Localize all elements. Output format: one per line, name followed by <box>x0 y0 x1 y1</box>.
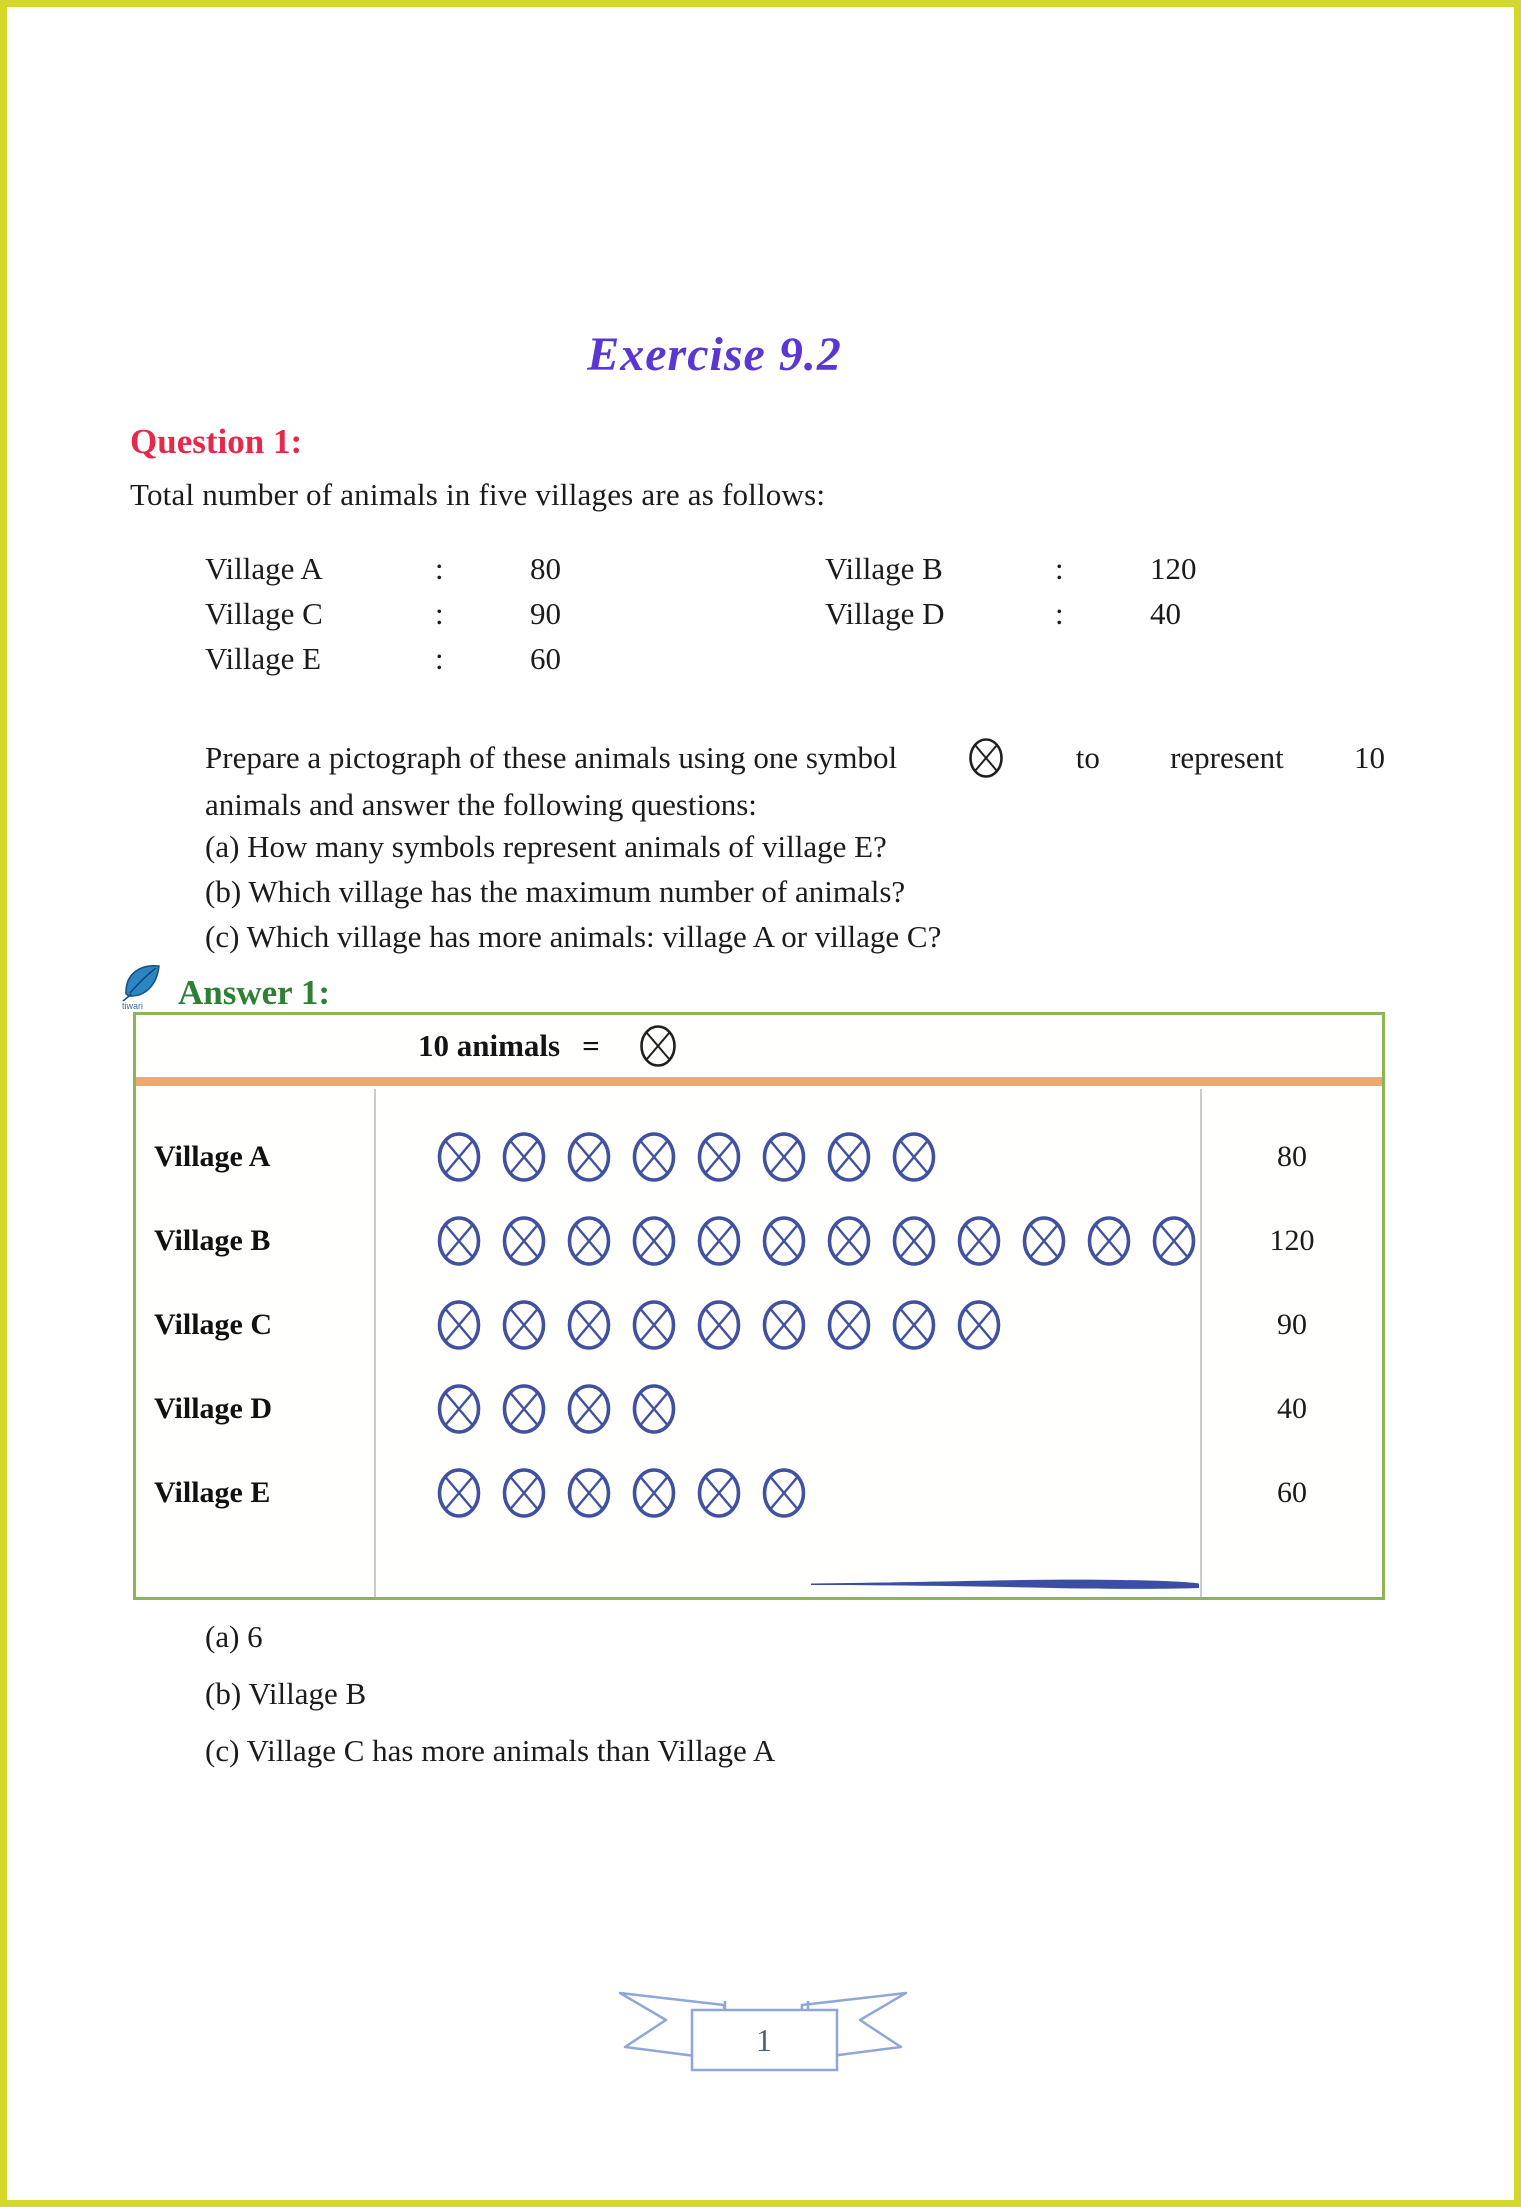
circle-x-symbol-icon <box>826 1299 872 1351</box>
village-count: 90 <box>530 595 561 631</box>
circle-x-symbol-icon <box>436 1131 482 1183</box>
village-count: 120 <box>1150 550 1197 586</box>
circle-x-symbol-icon <box>891 1215 937 1267</box>
pictograph-row-symbols <box>376 1467 1202 1519</box>
circle-x-symbol-icon <box>566 1383 612 1435</box>
prepare-text: represent <box>1170 740 1284 775</box>
circle-x-symbol-icon <box>696 1215 742 1267</box>
pictograph-legend <box>136 1015 1382 1077</box>
village-stats <box>205 546 1270 681</box>
pictograph-row <box>136 1115 1382 1199</box>
circle-x-symbol-icon <box>967 736 1005 780</box>
circle-x-symbol-icon <box>631 1131 677 1183</box>
prepare-text: to <box>1075 740 1100 775</box>
circle-x-symbol-icon <box>501 1131 547 1183</box>
village-name: Village D <box>825 595 945 631</box>
pictograph-row-value: 120 <box>1269 1224 1315 1257</box>
prepare-line-1 <box>205 735 1385 781</box>
legend-label: 10 animals <box>418 1028 561 1063</box>
pictograph-row <box>136 1199 1382 1283</box>
circle-x-symbol-icon <box>631 1467 677 1519</box>
circle-x-symbol-icon <box>436 1383 482 1435</box>
village-separator: : <box>435 595 444 631</box>
leaf-logo-icon <box>120 960 164 1010</box>
sub-questions <box>205 824 941 959</box>
circle-x-symbol-icon <box>631 1299 677 1351</box>
exercise-title: Exercise 9.2 <box>587 328 842 382</box>
village-count: 60 <box>530 640 561 676</box>
question-heading: Question 1: <box>130 422 303 461</box>
circle-x-symbol-icon <box>436 1215 482 1267</box>
pictograph-table <box>133 1012 1385 1600</box>
answer-c: (c) Village C has more animals than Village A <box>205 1733 776 1768</box>
circle-x-symbol-icon <box>826 1215 872 1267</box>
circle-x-symbol-icon <box>566 1299 612 1351</box>
circle-x-symbol-icon <box>761 1215 807 1267</box>
village-separator: : <box>435 640 444 676</box>
pictograph-row <box>136 1283 1382 1367</box>
village-stats-row <box>205 636 1270 681</box>
pictograph-row-value: 60 <box>1277 1476 1307 1509</box>
circle-x-symbol-icon <box>761 1299 807 1351</box>
village-count: 80 <box>530 550 561 586</box>
legend-equals: = <box>582 1028 600 1063</box>
page-number-ribbon <box>612 1983 914 2079</box>
circle-x-symbol-icon <box>631 1215 677 1267</box>
village-stats-row <box>205 591 1270 636</box>
pictograph-row-symbols <box>376 1215 1202 1267</box>
village-count: 40 <box>1150 595 1181 631</box>
sub-question-c: (c) Which village has more animals: village A or village C? <box>205 919 942 954</box>
answer-b: (b) Village B <box>205 1676 367 1711</box>
question-intro: Total number of animals in five villages are as follows: <box>130 477 826 512</box>
village-separator: : <box>1055 550 1064 586</box>
logo-text: tiwari <box>122 1001 144 1010</box>
prepare-paragraph <box>205 735 1385 833</box>
pictograph-row-value: 90 <box>1277 1308 1307 1341</box>
pictograph-row-symbols <box>376 1131 1202 1183</box>
answer-lines <box>205 1608 775 1779</box>
circle-x-symbol-icon <box>501 1383 547 1435</box>
pictograph-row-value: 40 <box>1277 1392 1307 1425</box>
pictograph-rows <box>136 1115 1382 1535</box>
circle-x-symbol-icon <box>566 1131 612 1183</box>
pictograph-row-label: Village B <box>154 1224 271 1257</box>
circle-x-symbol-icon <box>501 1467 547 1519</box>
pictograph-body <box>136 1089 1382 1597</box>
prepare-text: 10 <box>1353 740 1385 775</box>
pictograph-row <box>136 1367 1382 1451</box>
pictograph-row-symbols <box>376 1383 1202 1435</box>
circle-x-symbol-icon <box>566 1467 612 1519</box>
village-separator: : <box>435 550 444 586</box>
pictograph-row-label: Village D <box>154 1392 273 1425</box>
pictograph-row-symbols <box>376 1299 1202 1351</box>
circle-x-symbol-icon <box>631 1383 677 1435</box>
circle-x-symbol-icon <box>501 1299 547 1351</box>
answer-a: (a) 6 <box>205 1619 263 1654</box>
circle-x-symbol-icon <box>436 1467 482 1519</box>
circle-x-symbol-icon <box>761 1131 807 1183</box>
pictograph-row-label: Village C <box>154 1308 273 1341</box>
sub-question-a: (a) How many symbols represent animals of village E? <box>205 829 887 864</box>
circle-x-symbol-icon <box>436 1299 482 1351</box>
circle-x-symbol-icon <box>696 1131 742 1183</box>
village-name: Village B <box>825 550 943 586</box>
prepare-line-2: animals and answer the following questions: <box>205 787 757 822</box>
pictograph-row-value: 80 <box>1277 1140 1307 1173</box>
header-separator-bar <box>136 1077 1382 1086</box>
circle-x-symbol-icon <box>696 1467 742 1519</box>
circle-x-symbol-icon <box>1021 1215 1067 1267</box>
circle-x-symbol-icon <box>638 1023 678 1069</box>
circle-x-symbol-icon <box>891 1299 937 1351</box>
answer-heading: Answer 1: <box>178 973 330 1012</box>
village-separator: : <box>1055 595 1064 631</box>
circle-x-symbol-icon <box>566 1215 612 1267</box>
circle-x-symbol-icon <box>1151 1215 1197 1267</box>
circle-x-symbol-icon <box>501 1215 547 1267</box>
village-name: Village E <box>205 640 322 676</box>
page-number: 1 <box>756 2022 772 2058</box>
answer-heading-row <box>120 960 330 1010</box>
pictograph-row-label: Village A <box>154 1140 271 1173</box>
circle-x-symbol-icon <box>826 1131 872 1183</box>
prepare-text: Prepare a pictograph of these animals using one symbol <box>205 740 898 775</box>
sub-question-b: (b) Which village has the maximum number of animals? <box>205 874 906 909</box>
village-stats-row <box>205 546 1270 591</box>
circle-x-symbol-icon <box>956 1215 1002 1267</box>
circle-x-symbol-icon <box>761 1467 807 1519</box>
pictograph-row <box>136 1451 1382 1535</box>
circle-x-symbol-icon <box>696 1299 742 1351</box>
village-name: Village A <box>205 550 323 586</box>
village-name: Village C <box>205 595 323 631</box>
pen-scribble-mark <box>811 1571 1201 1595</box>
circle-x-symbol-icon <box>956 1299 1002 1351</box>
circle-x-symbol-icon <box>1086 1215 1132 1267</box>
pictograph-row-label: Village E <box>154 1476 271 1509</box>
circle-x-symbol-icon <box>891 1131 937 1183</box>
